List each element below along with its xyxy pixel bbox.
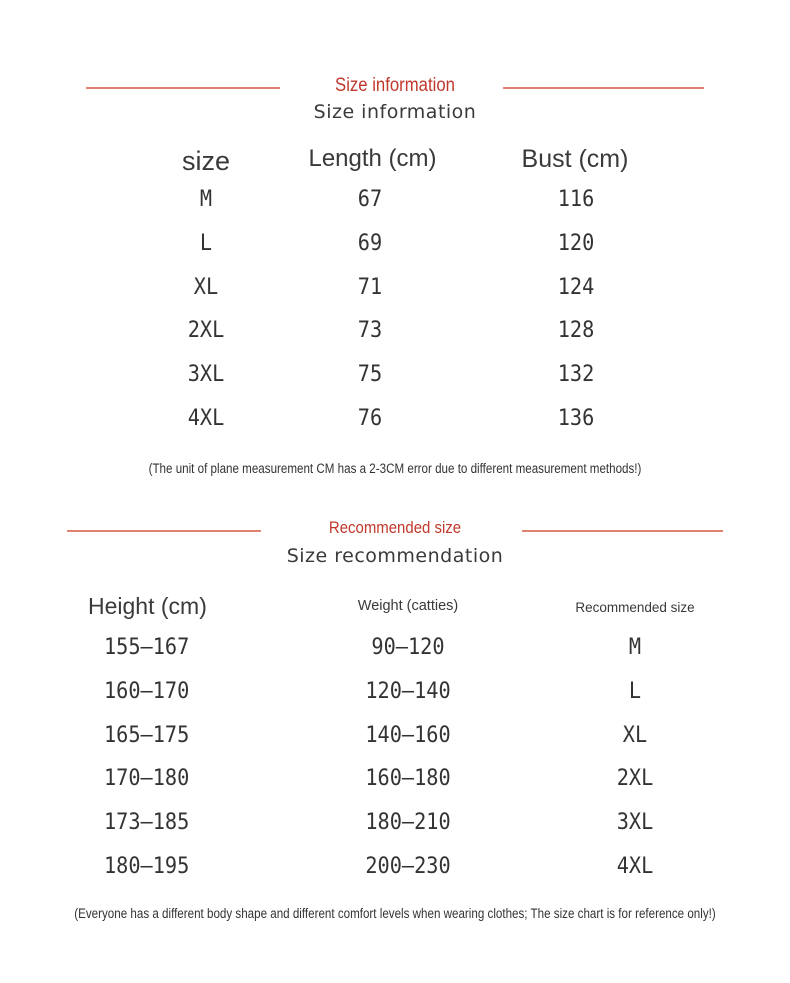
length-cell: 76	[357, 406, 383, 431]
size-info-header-length: Length (cm)	[308, 145, 437, 172]
height-cell: 160—170	[104, 678, 190, 704]
weight-cell: 160—180	[365, 766, 451, 792]
height-cell: 170—180	[104, 766, 190, 792]
size-cell: M	[199, 187, 213, 212]
bust-cell: 124	[557, 274, 595, 300]
length-cell: 75	[357, 362, 383, 388]
recommend-header-height: Height (cm)	[88, 593, 207, 619]
height-cell: 165—175	[104, 722, 190, 748]
size-cell: 3XL	[187, 362, 225, 388]
weight-cell: 140—160	[365, 722, 451, 748]
recommended-size-cell: 3XL	[616, 810, 654, 836]
size-cell: 2XL	[187, 318, 225, 344]
size-info-title-en: Size information	[313, 101, 477, 123]
weight-cell: 90—120	[371, 635, 445, 660]
bust-cell: 128	[557, 318, 595, 344]
recommended-size-cell: M	[628, 635, 642, 660]
recommend-header-weight: Weight (catties)	[357, 598, 459, 614]
weight-cell: 120—140	[365, 678, 451, 704]
height-cell: 180—195	[104, 854, 190, 879]
bust-cell: 136	[557, 406, 595, 431]
bust-cell: 116	[557, 187, 595, 212]
weight-cell: 180—210	[365, 810, 451, 836]
size-info-note: (The unit of plane measurement CM has a 2-3CM error due to different measurement methods!)	[148, 461, 642, 476]
recommended-size-cell: XL	[622, 722, 648, 748]
size-info-title-cn: Size information	[335, 75, 455, 96]
bust-cell: 120	[557, 230, 595, 256]
height-cell: 155—167	[104, 635, 190, 660]
size-cell: 4XL	[187, 406, 225, 431]
bust-cell: 132	[557, 362, 595, 388]
recommend-title-en: Size recommendation	[286, 545, 504, 567]
height-cell: 173—185	[104, 810, 190, 836]
weight-cell: 200—230	[365, 854, 451, 879]
size-info-header-size: size	[181, 146, 230, 176]
length-cell: 67	[357, 187, 383, 212]
recommended-size-cell: L	[628, 678, 642, 704]
recommended-size-cell: 4XL	[616, 854, 654, 879]
recommend-header-size: Recommended size	[575, 600, 695, 615]
length-cell: 71	[357, 274, 383, 300]
length-cell: 73	[357, 318, 383, 344]
size-info-header-bust: Bust (cm)	[521, 145, 629, 173]
size-cell: L	[199, 230, 213, 256]
recommended-size-cell: 2XL	[616, 766, 654, 792]
size-cell: XL	[193, 274, 219, 300]
recommend-title-cn: Recommended size	[328, 518, 462, 537]
recommend-note: (Everyone has a different body shape and different comfort levels when wearing clothes; The size chart is for reference only!)	[74, 906, 716, 921]
length-cell: 69	[357, 230, 383, 256]
